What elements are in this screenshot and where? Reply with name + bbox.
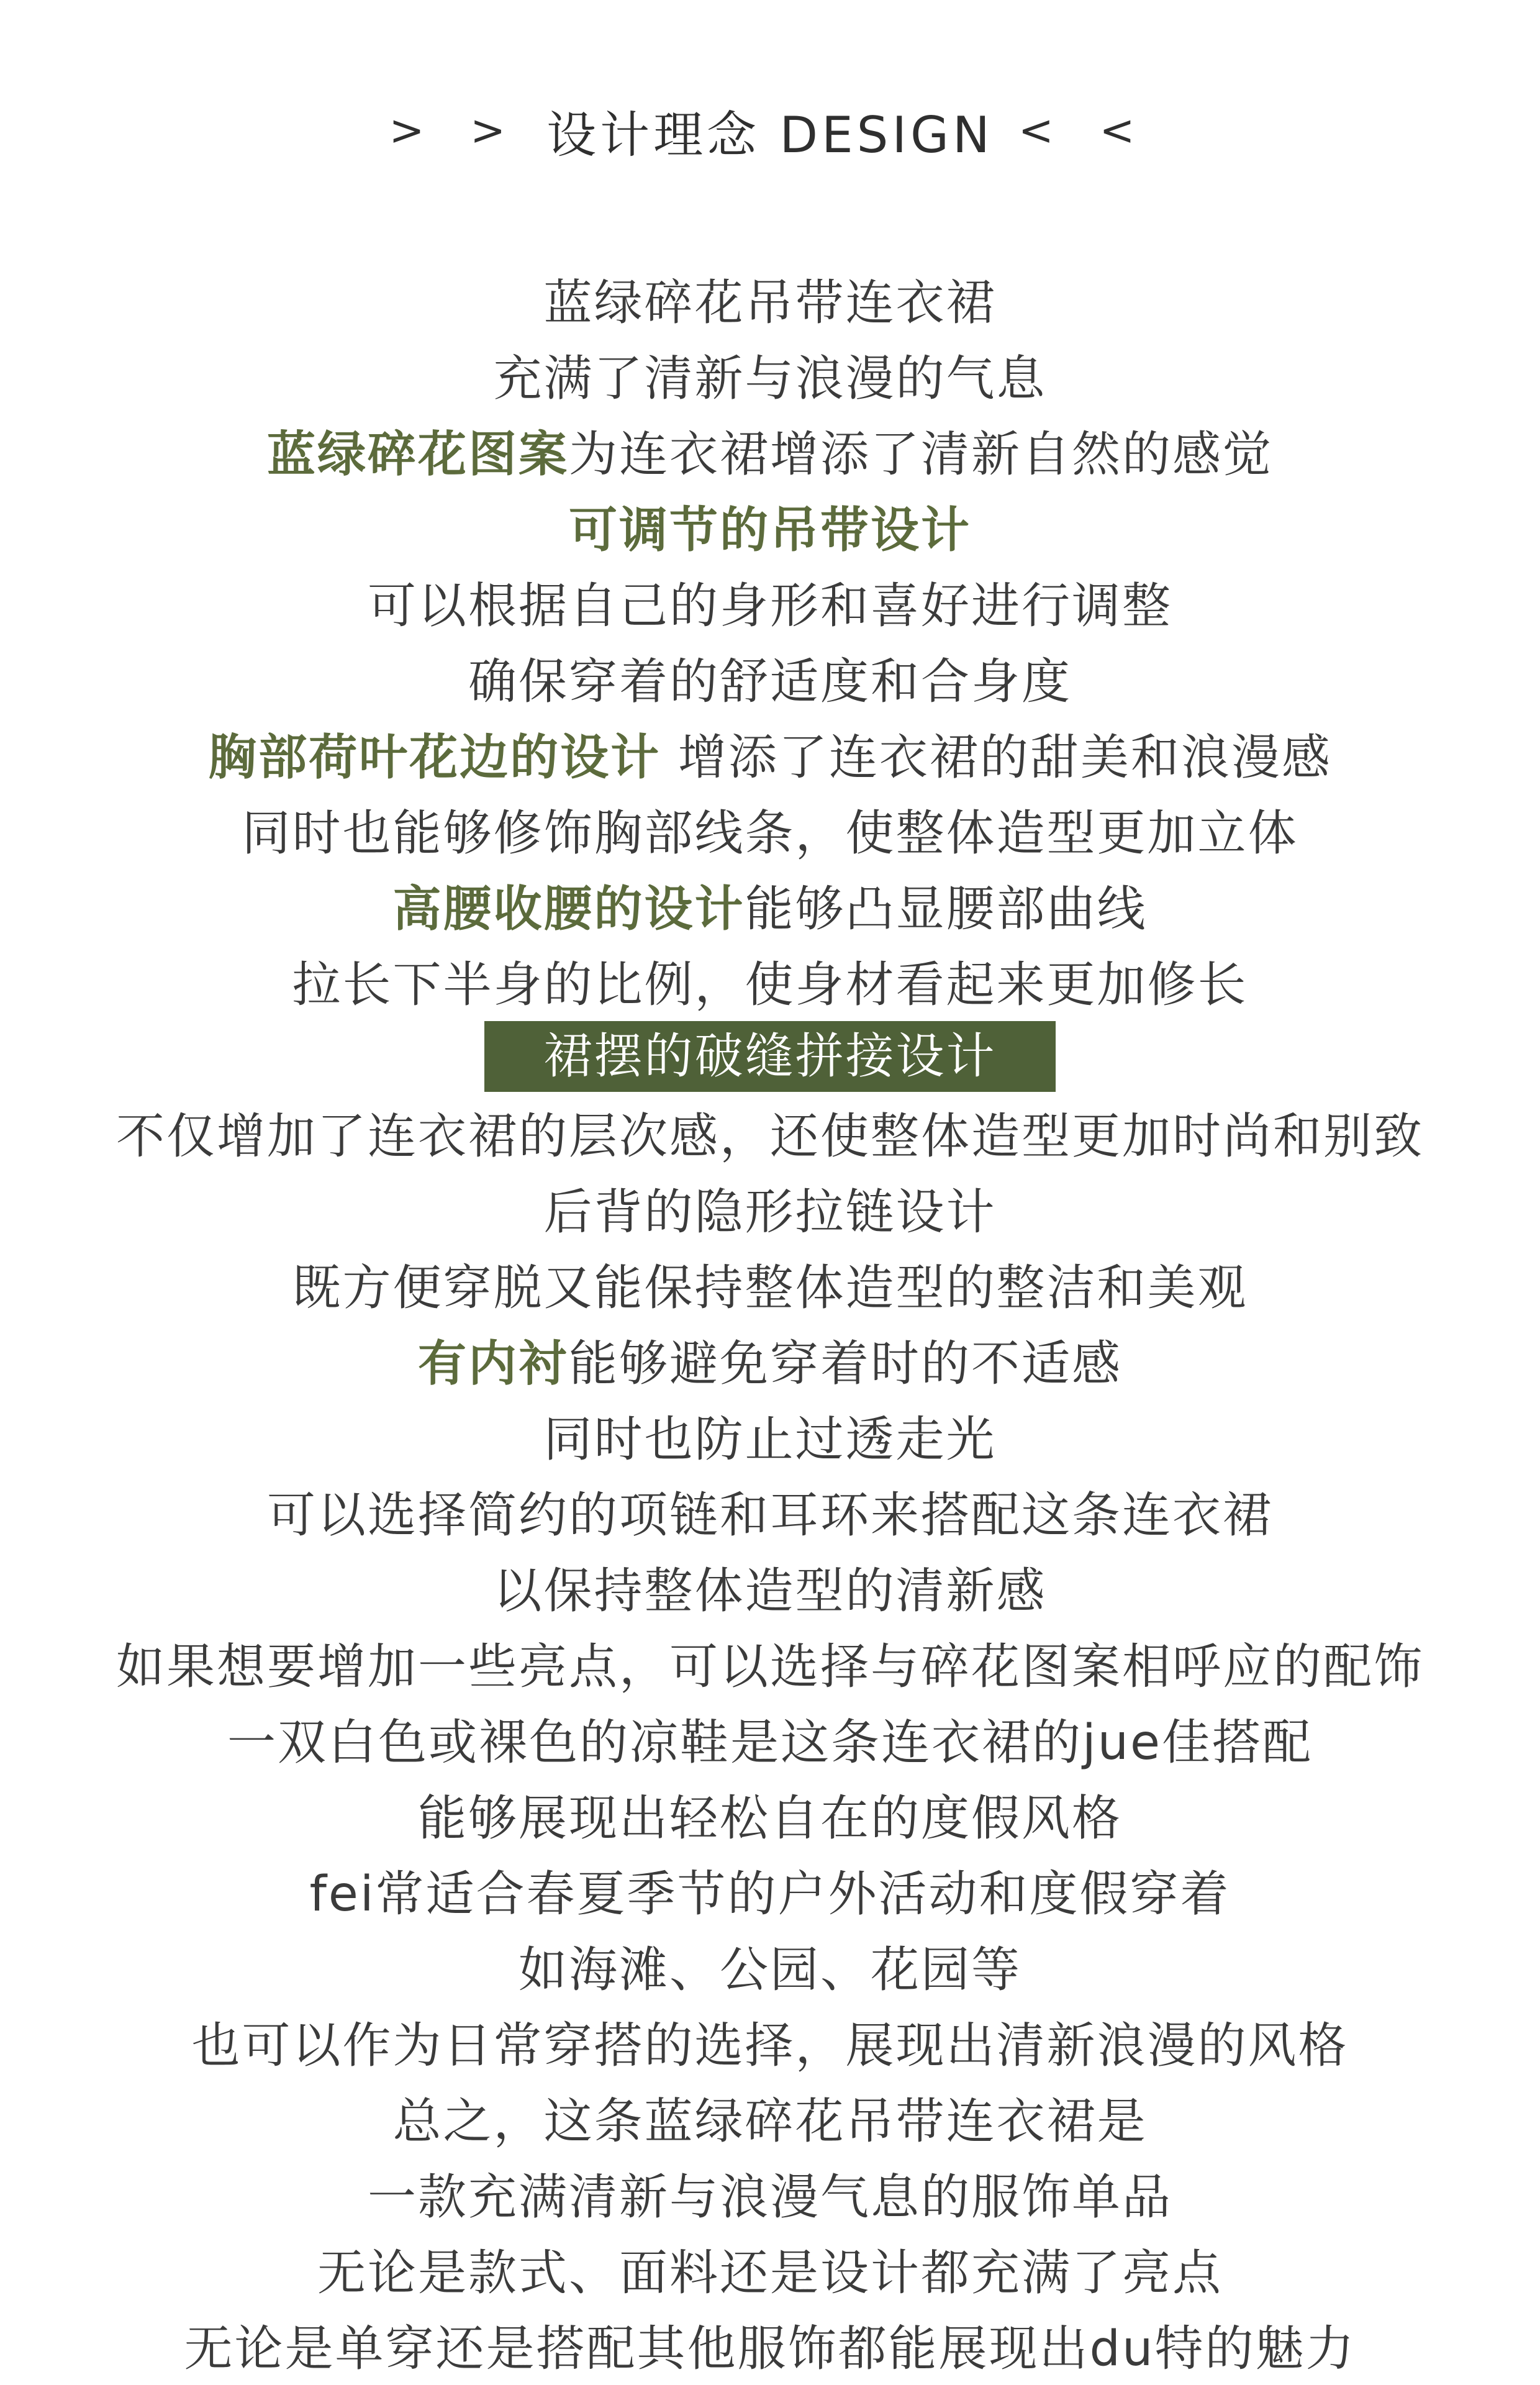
line-text: 增添了连衣裙的甜美和浪漫感 (661, 730, 1332, 786)
description-line (0, 1170, 1540, 1246)
line-text: 蓝绿碎花吊带连衣裙 (543, 275, 997, 331)
description-line (0, 337, 1540, 412)
description-line (0, 1473, 1540, 1549)
line-text: 能够展现出轻松自在的度假风格 (417, 1791, 1122, 1847)
description-line (0, 1701, 1540, 1776)
description-line (0, 2004, 1540, 2079)
description-line (0, 1094, 1540, 1170)
line-text: 如海滩、公园、花园等 (518, 1942, 1021, 1998)
description-line (0, 943, 1540, 1019)
description-line (0, 1322, 1540, 1397)
section-header (0, 87, 1540, 174)
line-text: 可以选择简约的项链和耳环来搭配这条连衣裙 (266, 1488, 1273, 1543)
highlight-text: 胸部荷叶花边的设计 (208, 730, 661, 786)
line-text: 为连衣裙增添了清新自然的感觉 (569, 427, 1274, 483)
highlight-text: 高腰收腰的设计 (392, 881, 745, 937)
highlight-banner: 裙摆的破缝拼接设计 (484, 1021, 1055, 1092)
line-text: 能够凸显腰部曲线 (745, 881, 1148, 937)
line-text: 一款充满清新与浪漫气息的服饰单品 (367, 2169, 1172, 2225)
line-text: 同时也能够修饰胸部线条，使整体造型更加立体 (242, 806, 1298, 861)
right-chevrons: < < (1018, 106, 1151, 155)
line-text: 不仅增加了连衣裙的层次感，还使整体造型更加时尚和别致 (116, 1109, 1424, 1165)
line-text: fei常适合春夏季节的户外活动和度假穿着 (309, 1866, 1231, 1922)
line-text: 拉长下半身的比例，使身材看起来更加修长 (292, 957, 1248, 1013)
description-line (0, 2079, 1540, 2155)
line-text: 无论是款式、面料还是设计都充满了亮点 (317, 2245, 1223, 2301)
description-line (0, 867, 1540, 943)
highlight-text: 蓝绿碎花图案 (266, 427, 569, 483)
line-text: 可以根据自己的身形和喜好进行调整 (367, 578, 1172, 634)
description-line (0, 412, 1540, 488)
highlight-text: 有内衬 (417, 1336, 569, 1392)
line-text: 确保穿着的舒适度和合身度 (468, 654, 1072, 710)
description-line (0, 488, 1540, 564)
highlight-text: 可调节的吊带设计 (568, 502, 971, 558)
line-text: 无论是单穿还是搭配其他服饰都能展现出du特的魅力 (184, 2321, 1356, 2377)
description-line (0, 564, 1540, 640)
section-title: 设计理念 DESIGN (546, 106, 994, 164)
description-line (0, 2155, 1540, 2231)
line-text: 以保持整体造型的清新感 (493, 1563, 1047, 1619)
description-line (0, 1928, 1540, 2004)
description-line (0, 2231, 1540, 2307)
description-line (0, 1852, 1540, 1928)
line-text: 一双白色或裸色的凉鞋是这条连衣裙的jue佳搭配 (227, 1715, 1313, 1771)
line-text: 也可以作为日常穿搭的选择，展现出清新浪漫的风格 (191, 2018, 1349, 2074)
line-text: 能够避免穿着时的不适感 (569, 1336, 1123, 1392)
left-chevrons: > > (389, 106, 522, 155)
description-line (0, 791, 1540, 867)
line-text: 充满了清新与浪漫的气息 (493, 351, 1047, 407)
description-lines (0, 261, 1540, 2383)
description-line (0, 640, 1540, 716)
line-text: 后背的隐形拉链设计 (543, 1184, 997, 1240)
description-line (0, 1246, 1540, 1322)
description-line (0, 1776, 1540, 1852)
line-text: 总之，这条蓝绿碎花吊带连衣裙是 (392, 2094, 1148, 2150)
description-line (0, 716, 1540, 791)
description-line (0, 1549, 1540, 1625)
description-line (0, 1397, 1540, 1473)
line-text: 如果想要增加一些亮点，可以选择与碎花图案相呼应的配饰 (116, 1639, 1424, 1695)
description-line (0, 2307, 1540, 2383)
description-line (0, 261, 1540, 337)
line-text: 同时也防止过透走光 (543, 1412, 997, 1468)
line-text: 既方便穿脱又能保持整体造型的整洁和美观 (292, 1260, 1248, 1316)
description-line (0, 1625, 1540, 1701)
description-line (0, 1019, 1540, 1094)
